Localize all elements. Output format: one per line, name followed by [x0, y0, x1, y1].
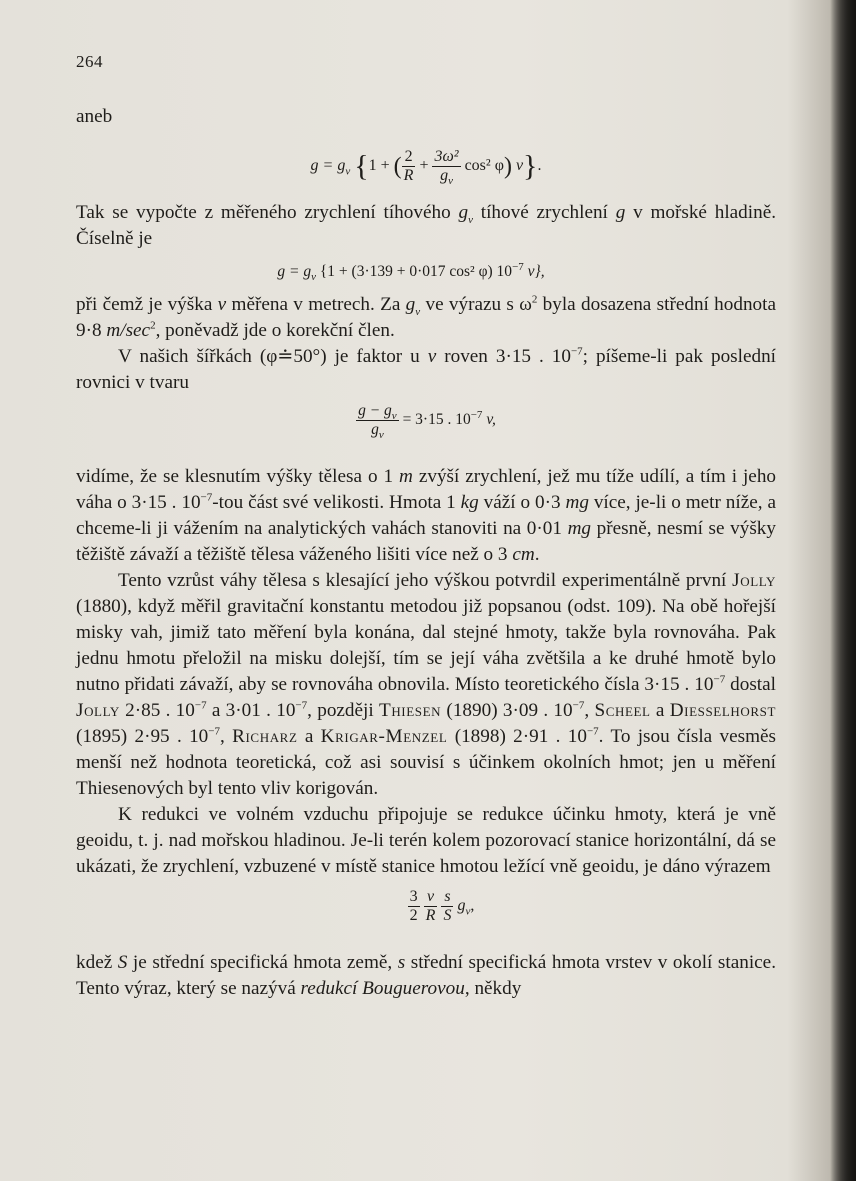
page-number: 264: [76, 52, 103, 71]
equation-relative-change: $\frac{g - g_v}{g_v}$ = 3·15 . $10^{-7}$ v,: [358, 402, 496, 442]
equation-gravity-reduction: $g = g_v$ {1 + ( $\frac{2}{R}$ + $\frac{\text{3ω²}}{g_v}$ cos² φ) v}.: [310, 148, 542, 188]
name-diesselhorst: Diesselhorst: [669, 700, 776, 721]
paragraph-7: kdež S je střední specifická hmota země, s střední specifická hmota vrstev v okolí stanice. Tento výraz, který se nazývá redukcí Bouguerovou, někdy: [76, 952, 776, 999]
name-jolly: Jolly: [732, 570, 776, 591]
name-richarz: Richarz: [232, 726, 298, 747]
paragraph-4: vidíme, že se klesnutím výšky tělesa o 1 m zvýší zrychlení, jež mu tíže udílí, a tím i jeho váha o 3·15 . $10^{-7}$-tou část své velikosti. Hmota 1 kg váží o 0·3 mg více, je-li o metr níže, a chceme-li ji vážením na analytických vahách stanoviti na 0·01 mg přesně, nesmí se výšky těžiště závaží a těžiště tělesa váženého lišiti více než o 3 cm.: [76, 466, 777, 565]
term-bouguer-reduction: redukcí Bouguerovou: [300, 978, 465, 999]
equation-bouguer: $\frac{3}{2}$ $\frac{v}{R}$ $\frac{s}{S}$ $g_v$,: [409, 888, 475, 924]
paragraph-3: V našich šířkách (φ≐50°) je faktor u v roven 3·15 . $10^{-7}$; píšeme-li pak poslední rovnici v tvaru: [76, 345, 776, 393]
fraction-2-over-R: $\frac{2}{R}$: [403, 148, 414, 184]
fraction-omega-over-gv: $\frac{\text{3ω²}}{g_v}$: [434, 148, 459, 188]
name-krigar-menzel: Krigar-Menzel: [320, 726, 448, 747]
page-body: [76, 104, 776, 1002]
name-scheel: Scheel: [594, 700, 651, 721]
equation-numeric: $g = g_v$ {1 + (3·139 + 0·017 cos² φ) $10^{-7}$ v},: [277, 260, 545, 284]
name-thiesen: Thiesen: [379, 700, 442, 721]
paragraph-1: Tak se vypočte z měřeného zrychlení tíhového $g_v$ tíhové zrychlení g v mořské hladině. Číselně je: [76, 202, 777, 249]
paragraph-2: při čemž je výška v měřena v metrech. Za $g_v$ ve výrazu s $\omega^2$ byla dosazena střední hodnota 9·8 $m/\sec^2$, poněvadž jde o korekční člen.: [76, 293, 776, 341]
paragraph-5: Tento vzrůst váhy tělesa s klesající jeho výškou potvrdil experimentálně první Jolly (1880), když měřil gravitační konstantu metodou již popsanou (odst. 109). Na obě hořejší misky vah, jimiž tato měření byla konána, dal stejné hmoty, takže byla rovnováha. Pak jednu hmotu přeložil na misku dolejší, tím se její váha zvětšila a ke druhé hmotě bylo nutno přidati závaží, aby se rovnováha obnovila. Místo teoretického čísla 3·15 . $10^{-7}$ dostal Jolly 2·85 . $10^{-7}$ a 3·01 . $10^{-7}$, později Thiesen (1890) 3·09 . $10^{-7}$, Scheel a Diesselhorst (1895) 2·95 . $10^{-7}$, Richarz a Krigar-Menzel (1898) 2·91 . $10^{-7}$. To jsou čísla vesměs menší než hodnota teoretická, což asi souvisí s účinkem okolních hmot; jen u měření Thiesenových byl tento vliv korigován.: [76, 570, 776, 799]
paragraph-6: K redukci ve volném vzduchu připojuje se redukce účinku hmoty, která je vně geoidu, t. j. nad mořskou hladinou. Je-li terén kolem pozorovací stanice horizontální, dá se ukázati, že zrychlení, vzbuzené v místě stanice hmotou ležící vně geoidu, je dáno výrazem: [76, 804, 776, 877]
word-aneb: aneb: [76, 106, 113, 127]
book-binding-shadow: [830, 0, 856, 1181]
